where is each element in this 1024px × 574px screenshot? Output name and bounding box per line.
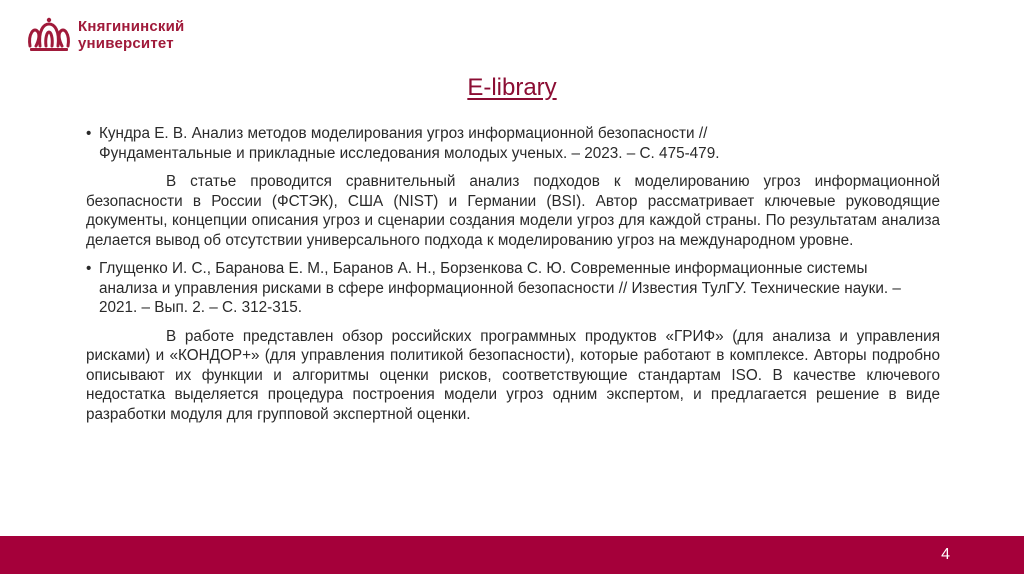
reference-summary-1: В статье проводится сравнительный анализ подходов к моделированию угроз информационной безопасности в России (ФСТЭК), США (NIST) и Германии (BSI). Автор рассматривает ключевые руководящие документы, концепции описания угроз и сценарии создания модели угроз для каждой страны. По результатам анализа делается вывод об отсутствии универсального подхода к моделированию угроз на международном уровне. (86, 173, 940, 249)
logo-line-1: Княгининский (78, 18, 185, 35)
reference-citation-2: • Глущенко И. С., Баранова Е. М., Баранов А. Н., Борзенкова С. Ю. Современные информационные системы анализа и управления рисками в сфере информационной безопасности // Известия ТулГУ. Технические науки. – 2021. – Вып. 2. – С. 312-315. (86, 259, 919, 318)
reference-citation-1: • Кундра Е. В. Анализ методов моделирования угроз информационной безопасности // Фундаментальные и прикладные исследования молодых ученых. – 2023. – С. 475-479. (86, 124, 799, 163)
reference-summary-2: В работе представлен обзор российских программных продуктов «ГРИФ» (для анализа и управления рисками) и «КОНДОР+» (для управления политикой безопасности), которые работают в комплексе. Авторы подробно описывают их функции и алгоритмы оценки рисков, соответствующие стандартам ISO. В качестве ключевого недостатка выделяется процедура построения модели угроз одним экспертом, и предлагается решение в виде разработки модуля для групповой экспертной оценки. (86, 327, 940, 423)
page-title: E-library (467, 74, 557, 101)
references-list (86, 124, 940, 433)
logo-line-2: университет (78, 35, 174, 52)
footer-bar (0, 536, 1024, 574)
logo-text (78, 18, 184, 52)
page-number: 4 (941, 546, 950, 563)
university-logo (26, 16, 184, 54)
crown-icon (26, 16, 72, 54)
